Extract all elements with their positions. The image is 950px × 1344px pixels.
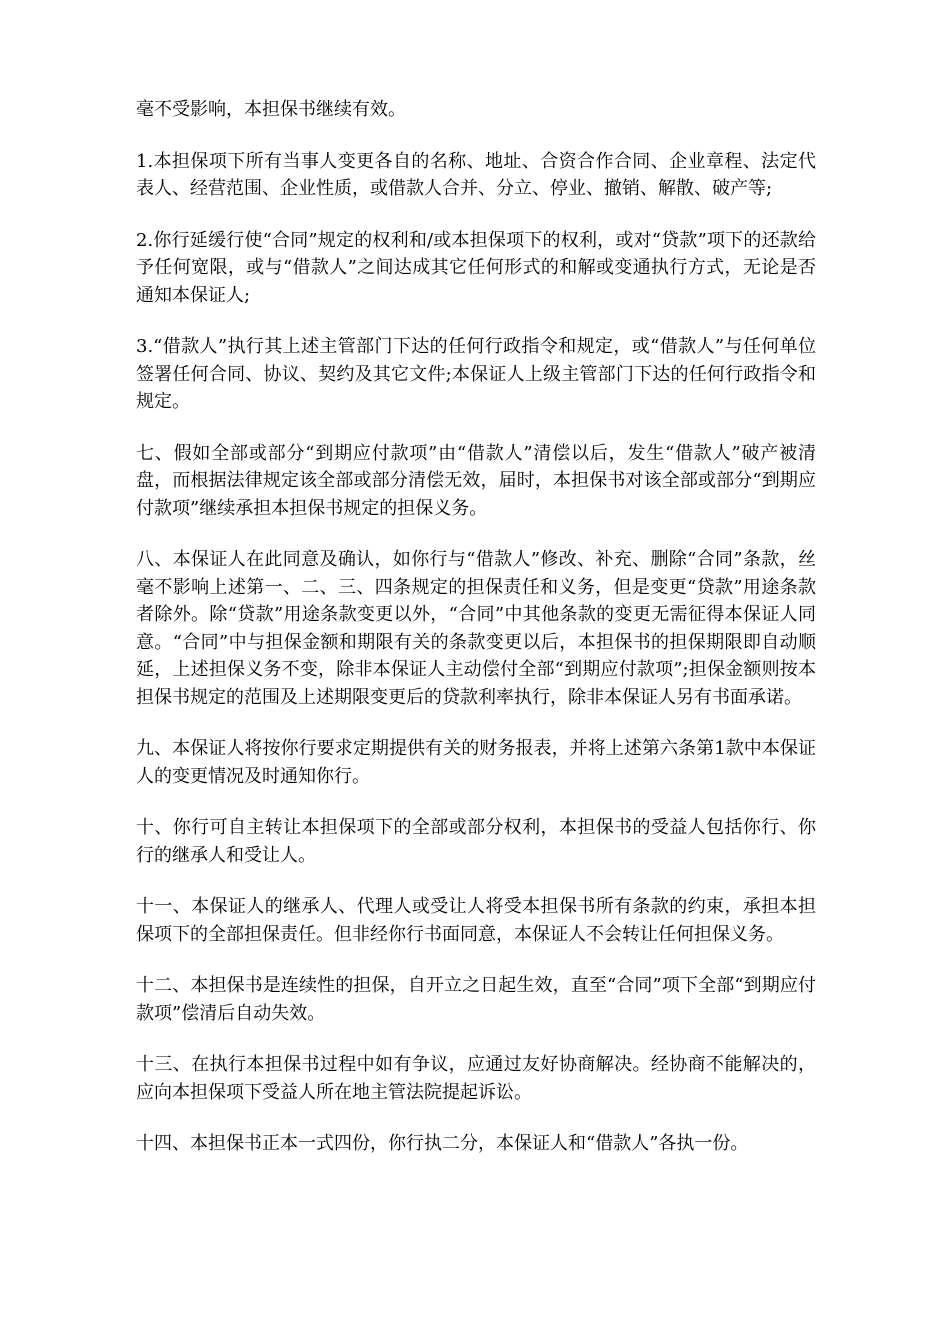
clause-7: 七、假如全部或部分“到期应付款项”由“借款人”清偿以后，发生“借款人”破产被清盘，而根据法律规定该全部或部分清偿无效，届时，本担保书对该全部或部分“到期应付款项”继续承担本担保书规定的担保义务。 bbox=[136, 442, 816, 519]
clause-12: 十二、本担保书是连续性的担保，自开立之日起生效，直至“合同”项下全部“到期应付款项”偿清后自动失效。 bbox=[136, 975, 816, 1024]
paragraph-continuation: 毫不受影响，本担保书继续有效。 bbox=[136, 99, 406, 120]
paragraph-item-1: 1.本担保项下所有当事人变更各自的名称、地址、合资合作合同、企业章程、法定代表人、经营范围、企业性质，或借款人合并、分立、停业、撤销、解散、破产等; bbox=[136, 150, 816, 199]
clause-9: 九、本保证人将按你行要求定期提供有关的财务报表，并将上述第六条第1款中本保证人的变更情况及时通知你行。 bbox=[136, 738, 816, 787]
clause-8: 八、本保证人在此同意及确认，如你行与“借款人”修改、补充、删除“合同”条款，丝毫不影响上述第一、二、三、四条规定的担保责任和义务，但是变更“贷款”用途条款者除外。除“贷款”用途条款变更以外，“合同”中其他条款的变更无需征得本保证人同意。“合同”中与担保金额和期限有关的条款变更以后，本担保书的担保期限即自动顺延，上述担保义务不变，除非本保证人主动偿付全部“到期应付款项”;担保金额则按本担保书规定的范围及上述期限变更后的贷款利率执行，除非本保证人另有书面承诺。 bbox=[136, 549, 816, 708]
paragraph-item-3: 3.“借款人”执行其上述主管部门下达的任何行政指令和规定，或“借款人”与任何单位签署任何合同、协议、契约及其它文件;本保证人上级主管部门下达的任何行政指令和规定。 bbox=[136, 336, 816, 412]
document-body bbox=[136, 96, 816, 1182]
clause-14: 十四、本担保书正本一式四份，你行执二分，本保证人和“借款人”各执一份。 bbox=[136, 1133, 749, 1154]
clause-11: 十一、本保证人的继承人、代理人或受让人将受本担保书所有条款的约束，承担本担保项下的全部担保责任。但非经你行书面同意，本保证人不会转让任何担保义务。 bbox=[136, 896, 816, 945]
clause-13: 十三、在执行本担保书过程中如有争议，应通过友好协商解决。经协商不能解决的，应向本担保项下受益人所在地主管法院提起诉讼。 bbox=[136, 1054, 816, 1103]
clause-10: 十、你行可自主转让本担保项下的全部或部分权利，本担保书的受益人包括你行、你行的继承人和受让人。 bbox=[136, 817, 816, 866]
paragraph-item-2: 2.你行延缓行使“合同”规定的权利和/或本担保项下的权利，或对“贷款”项下的还款给予任何宽限，或与“借款人”之间达成其它任何形式的和解或变通执行方式，无论是否通知本保证人; bbox=[136, 229, 816, 306]
